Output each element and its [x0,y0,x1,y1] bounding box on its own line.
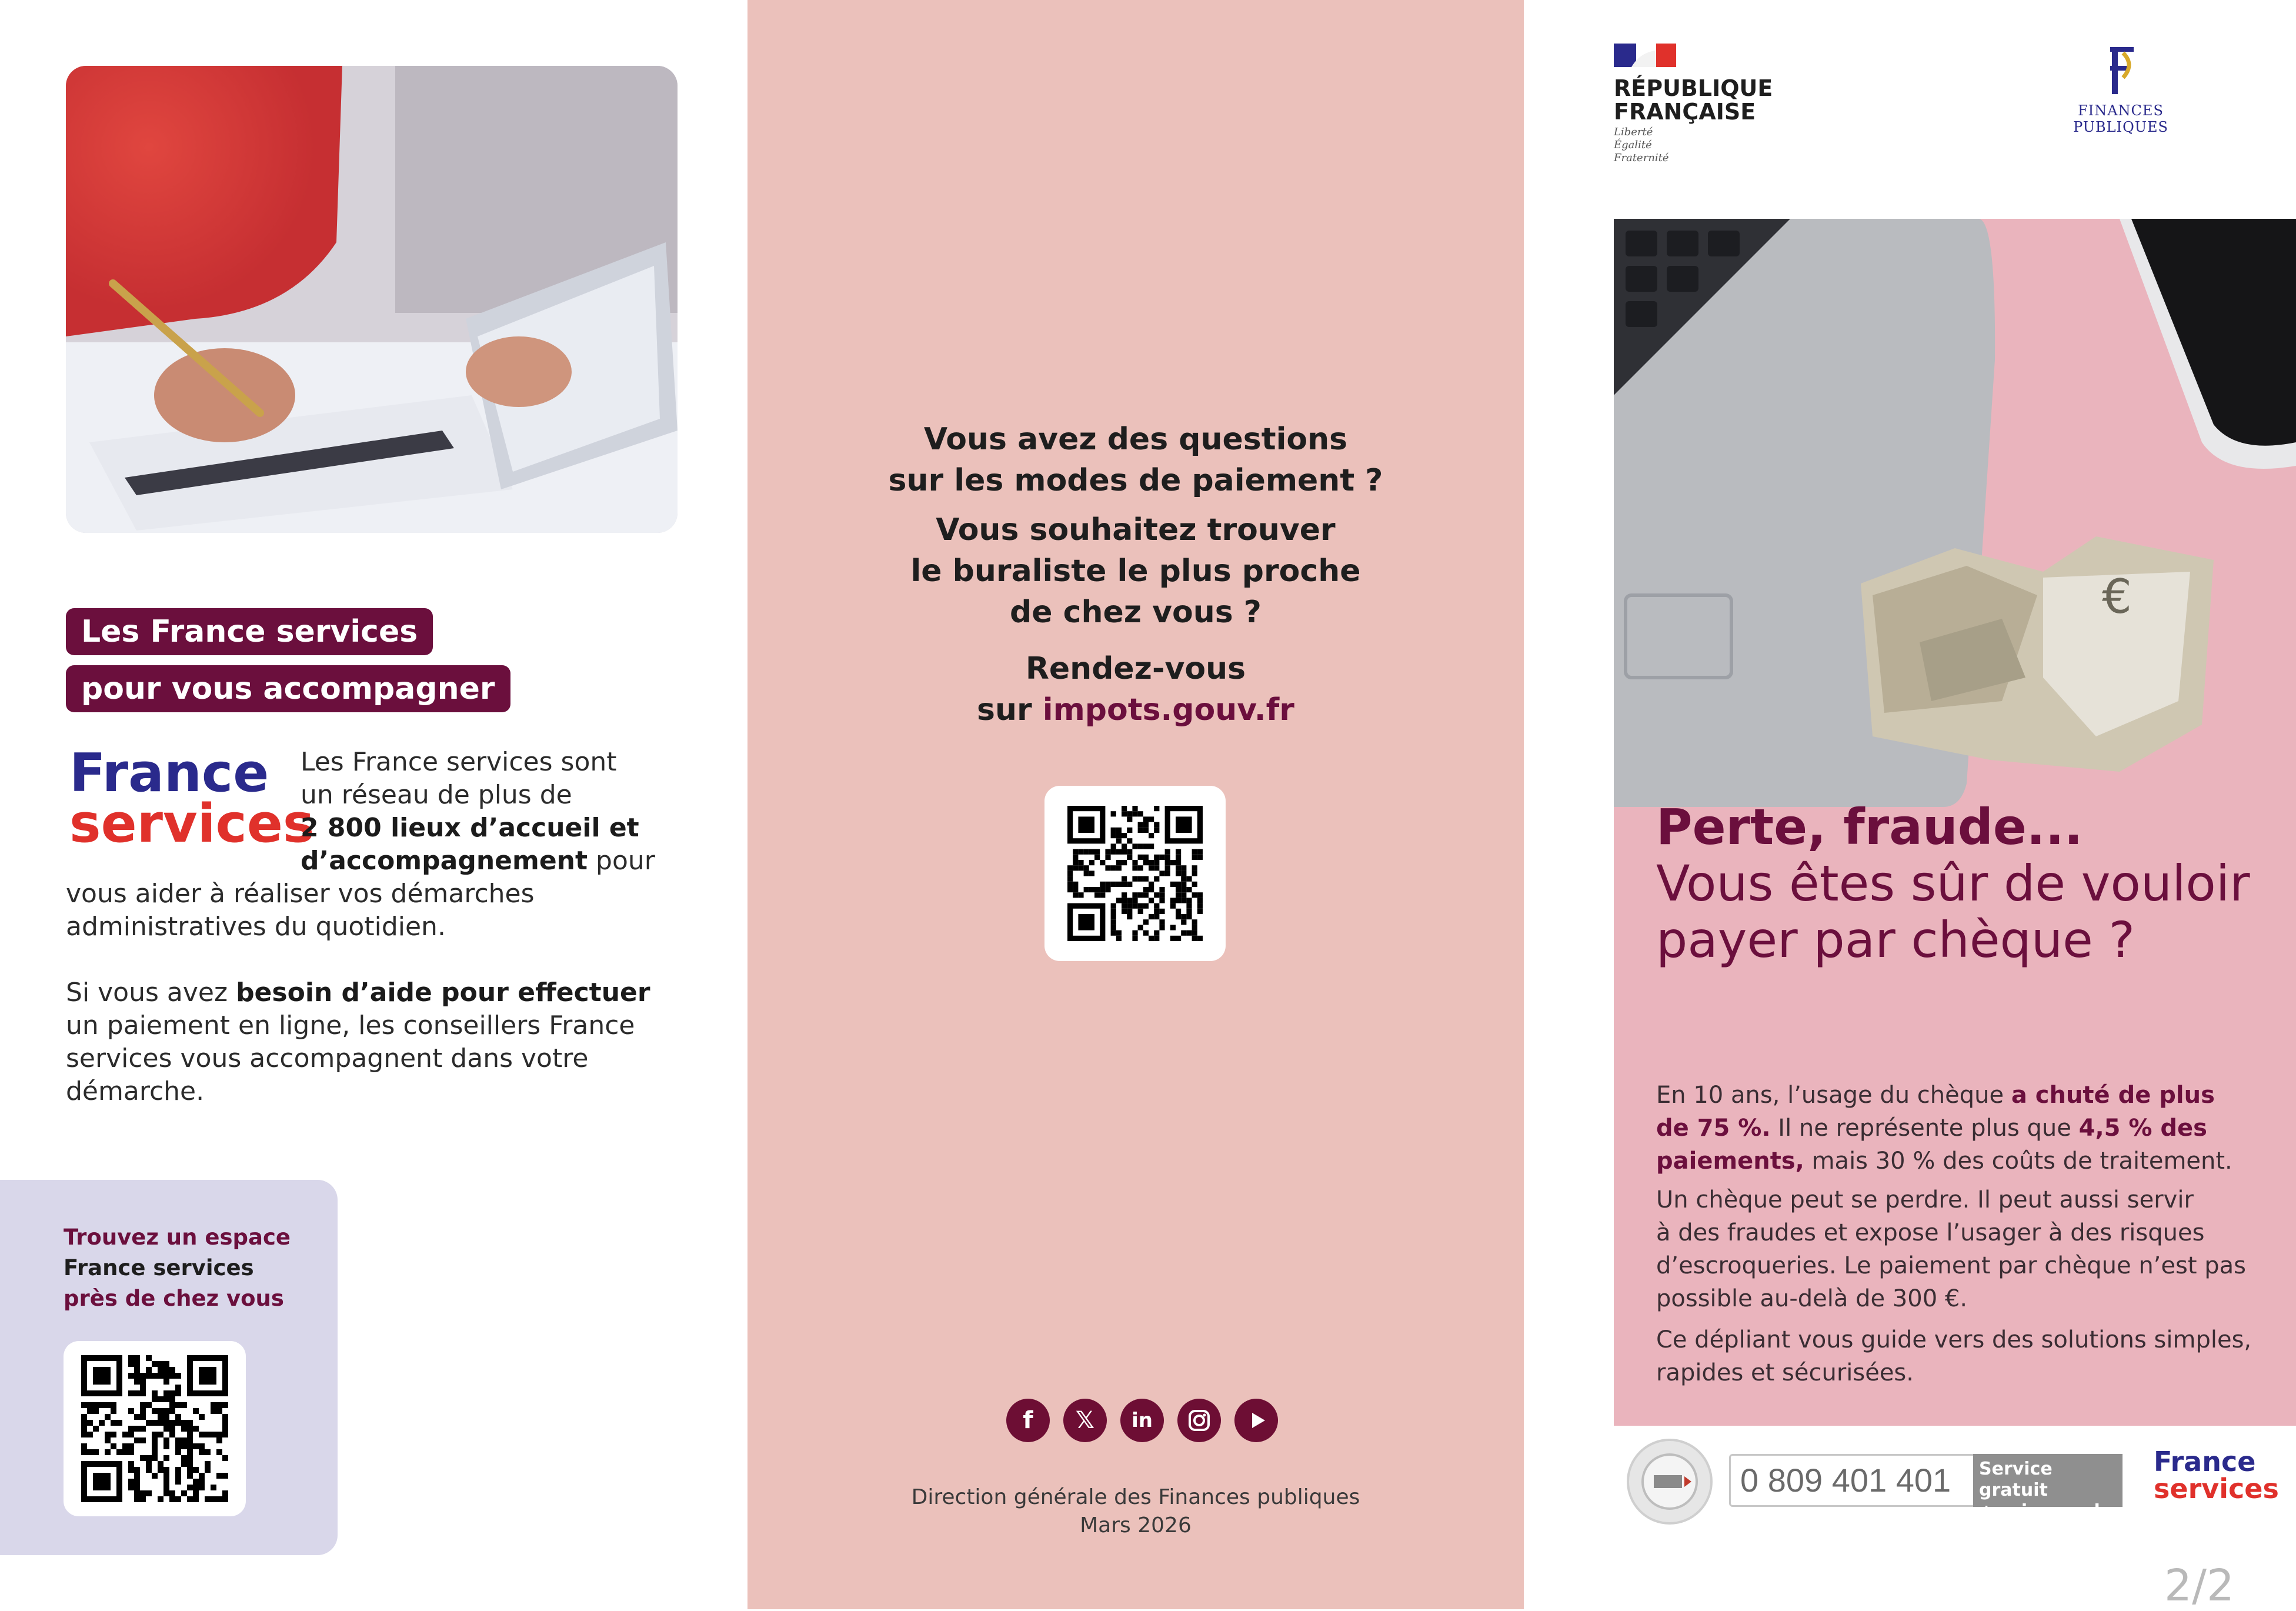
woman-writing-photo [66,66,678,533]
phone-number[interactable]: 0 809 401 401 [1740,1462,1951,1499]
guide-line2: rapides et sécurisées. [1656,1359,1914,1386]
france-services-qr-card[interactable] [64,1341,246,1516]
instagram-icon[interactable] [1177,1399,1221,1442]
stat-bold-c: de 75 %. [1656,1115,1771,1142]
fs-small-line1: France [2154,1446,2256,1477]
guide-paragraph [1656,1323,2268,1389]
question2-line2: le buraliste le plus proche [910,553,1361,589]
headline-line2: Vous êtes sûr de vouloir [1656,855,2250,912]
question2-line1: Vous souhaitez trouver [936,512,1336,548]
risk-paragraph [1656,1183,2268,1315]
risk-line1: Un chèque peut se perdre. Il peut aussi servir [1656,1186,2194,1213]
finances-publiques-label: FINANCES PUBLIQUES [2073,102,2168,135]
play-glyph [1234,1399,1278,1442]
service-tag-line1: Service gratuit [1979,1459,2053,1500]
stat-bold-e: 4,5 % des [2078,1115,2207,1142]
facebook-icon[interactable]: f [1006,1399,1050,1442]
phone-number-box[interactable] [1729,1454,2123,1522]
help-line4: démarche. [66,1076,205,1106]
republique-francaise-logo [1614,41,1773,165]
risk-line3: d’escroqueries. Le paiement par chèque n’est pas [1656,1252,2246,1279]
cta-line1: Rendez-vous [1025,651,1246,686]
stat-bold-b: a chuté de plus [2011,1082,2215,1109]
stat-paragraph [1656,1079,2268,1178]
help-plain1: Si vous avez [66,978,236,1008]
accessibility-badge-icon [1627,1439,1713,1525]
finances-publiques-logo [2033,41,2209,135]
linkedin-icon[interactable]: in [1120,1399,1164,1442]
section-title-line2: pour vous accompagner [66,665,510,712]
france-services-logo-line1: France [69,742,269,804]
france-services-logo [69,742,315,855]
instagram-glyph [1177,1399,1221,1442]
photo-illustration [66,66,678,533]
france-services-logo-line2: services [69,793,315,855]
service-tag-line2: + prix appel [1979,1501,2100,1522]
intro-line6: administratives du quotidien. [66,912,446,942]
headline-line3: payer par chèque ? [1656,911,2135,969]
intro-line3 [301,812,639,845]
help-line1 [66,976,650,1009]
stat-bold-f: paiements, [1656,1148,1804,1175]
find-line2: France services [64,1255,254,1280]
france-services-qr-code[interactable] [81,1355,228,1502]
rf-motto2: Égalité [1614,139,1652,151]
intro-line5: vous aider à réaliser vos démarches [66,879,535,909]
guide-line1: Ce dépliant vous guide vers des solutions simples, [1656,1326,2252,1353]
risk-line4: possible au-delà de 300 €. [1656,1285,1968,1312]
euro-mark: € [2102,569,2132,624]
find-france-services-text [64,1222,291,1314]
risk-line2: à des fraudes et expose l’usager à des risques [1656,1219,2205,1246]
footer-date: Mars 2026 [1080,1513,1192,1537]
youtube-icon[interactable] [1234,1399,1278,1442]
intro-tail: pour [588,846,655,876]
impots-link[interactable]: impots.gouv.fr [1042,692,1294,728]
accessibility-badge-glyph [1629,1441,1710,1522]
x-icon[interactable]: 𝕏 [1063,1399,1107,1442]
headline-bold: Perte, fraude... [1656,798,2083,856]
rf-motto1: Liberté [1614,126,1653,138]
service-gratuit-tag [1973,1454,2123,1522]
fs-small-line2: services [2154,1473,2279,1505]
question1-line2: sur les modes de paiement ? [888,463,1383,498]
intro-line4 [301,845,655,878]
rf-line1: RÉPUBLIQUE [1614,75,1773,101]
cta-prefix: sur [977,692,1043,728]
rf-line2: FRANÇAISE [1614,99,1756,125]
marianne-flag-icon [1614,41,1678,68]
question2-line3: de chez vous ? [1010,595,1262,630]
help-line2: un paiement en ligne, les conseillers France [66,1010,635,1040]
intro-bold1: 2 800 lieux d’accueil et [301,813,639,843]
finances-publiques-emblem [2097,41,2144,100]
stat-text-a: En 10 ans, l’usage du chèque [1656,1082,2011,1109]
find-line3: près de chez vous [64,1286,284,1311]
stat-text-g: mais 30 % des coûts de traitement. [1804,1148,2232,1175]
question1-line1: Vous avez des questions [923,422,1348,457]
help-bold1: besoin d’aide pour effectuer [236,978,650,1008]
intro-bold2: d’accompagnement [301,846,588,876]
impots-qr-card[interactable] [1044,786,1226,961]
find-line1: Trouvez un espace [64,1225,291,1250]
france-services-logo-small [2154,1446,2279,1505]
rf-motto3: Fraternité [1614,152,1669,164]
cta-line2 [747,689,1524,731]
impots-qr-code[interactable] [1067,806,1203,941]
footer-dgfip: Direction générale des Finances publiques [911,1485,1360,1509]
help-line3: services vous accompagnent dans votre [66,1043,589,1073]
intro-line2: un réseau de plus de [301,780,572,810]
intro-line1: Les France services sont [301,747,617,777]
stat-text-d: Il ne représente plus que [1770,1115,2079,1142]
section-title-line1: Les France services [66,608,433,655]
page-number: 2/2 [2164,1560,2235,1611]
